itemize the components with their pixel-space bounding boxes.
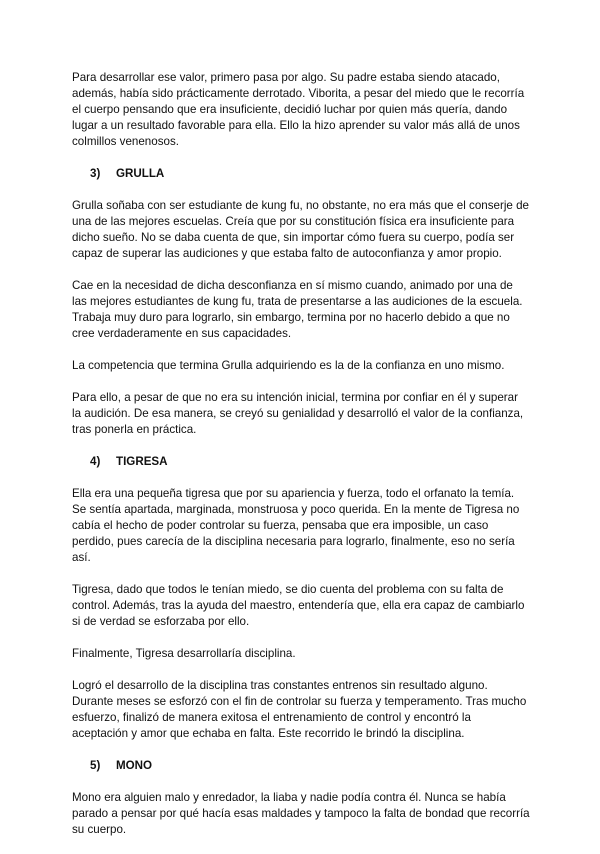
section-title: TIGRESA	[116, 455, 168, 468]
paragraph: Cae en la necesidad de dicha desconfianza en sí mismo cuando, animado por una de las mejores estudiantes de kung fu, trata de presentarse a las audiciones de la escuela. Trabaja muy duro para lograrlo, sin embargo, termina por no hacerlo debido a que no cree verdaderamente en sus capacidades.	[72, 279, 523, 340]
paragraph: Para ello, a pesar de que no era su intención inicial, termina por confiar en él y superar la audición. De esa manera, se creyó su genialidad y desarrolló el valor de la confianza, tras ponerla en práctica.	[72, 391, 524, 436]
section-number: 5)	[90, 759, 101, 772]
section-number: 4)	[90, 455, 101, 468]
section-heading-grulla	[72, 166, 530, 182]
paragraph: Tigresa, dado que todos le tenían miedo, se dio cuenta del problema con su falta de control. Además, tras la ayuda del maestro, entendería que, ella era capaz de cambiarlo si de verdad se esforzaba por ello.	[72, 583, 525, 628]
paragraph: Logró el desarrollo de la disciplina tras constantes entrenos sin resultado alguno. Durante meses se esforzó con el fin de controlar su fuerza y temperamento. Tras mucho esfuerzo, finalizó de manera exitosa el entrenamiento de control y encontró la aceptación y amor que echaba en falta. Este recorrido le brindó la disciplina.	[72, 679, 527, 740]
section-title: MONO	[116, 759, 153, 772]
paragraph: Ella era una pequeña tigresa que por su apariencia y fuerza, todo el orfanato la temía. Se sentía apartada, marginada, monstruosa y poco querida. En la mente de Tigresa no cabía el hecho de poder controlar su fuerza, pensaba que era imposible, un caso perdido, pues carecía de la disciplina necesaria para lograrlo, finalmente, eso no sería así.	[72, 487, 520, 564]
section-number: 3)	[90, 167, 101, 180]
section-heading-tigresa	[72, 454, 530, 470]
paragraph: Finalmente, Tigresa desarrollaría disciplina.	[72, 647, 296, 660]
intro-paragraph: Para desarrollar ese valor, primero pasa por algo. Su padre estaba siendo atacado, además, había sido prácticamente derrotado. Viborita, a pesar del miedo que le recorría el cuerpo pensando que era insuficiente, decidió luchar por quien más quería, dando lugar a un resultado favorable para ella. Ello la hizo aprender su valor más allá de unos colmillos venenosos.	[72, 71, 525, 148]
section-heading-mono	[72, 758, 530, 774]
paragraph: Grulla soñaba con ser estudiante de kung fu, no obstante, no era más que el conserje de una de las mejores escuelas. Creía que por su constitución física era insuficiente para dicho sueño. No se daba cuenta de que, sin importar cómo fuera su cuerpo, podía ser capaz de superar las audiciones y que estaba falto de autoconfianza y amor propio.	[72, 199, 529, 260]
paragraph: La competencia que termina Grulla adquiriendo es la de la confianza en uno mismo.	[72, 359, 505, 372]
paragraph: Mono era alguien malo y enredador, la liaba y nadie podía contra él. Nunca se había parado a pensar por qué hacía esas maldades y tampoco la falta de bondad que recorría su cuerpo.	[72, 791, 530, 836]
document-body	[72, 70, 530, 854]
section-title: GRULLA	[116, 167, 165, 180]
